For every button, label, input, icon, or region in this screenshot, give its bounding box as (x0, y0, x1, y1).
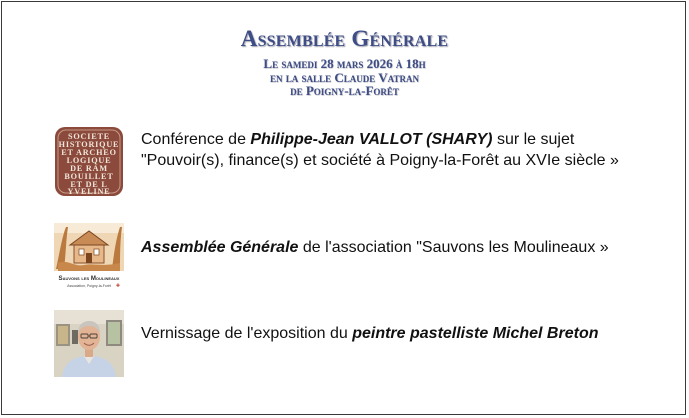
portrait-photo-icon (54, 310, 124, 377)
event-venue: en la salle Claude Vatran (270, 70, 419, 85)
item-emphasis: Assemblée Générale (141, 239, 299, 256)
item-emphasis: peintre pastelliste Michel Breton (352, 325, 599, 342)
logo-line: DE RAM (70, 164, 108, 173)
logo-line: ET ARCHEO (61, 148, 117, 157)
page-title: Assemblée Générale (240, 26, 449, 51)
logo-line: SOCIETE (67, 132, 111, 141)
logo-subcaption: Association, Poigny-la-Forêt (67, 284, 111, 288)
logo-line: LOGIQUE (66, 156, 112, 165)
item-lead: Conférence de (141, 131, 251, 148)
logo-line: HISTORIQUE (58, 140, 120, 149)
item-conference-text (141, 129, 641, 171)
association-logo-icon (54, 223, 124, 291)
item-exhibition-text (141, 323, 641, 344)
item-rest: de l'association "Sauvons les Moulineaux » (298, 239, 609, 256)
item-assembly-text (141, 237, 641, 258)
item-rest: sur le sujet "Pouvoir(s), finance(s) et société à Poigny-la-Forêt au XVIe siècle » (141, 131, 619, 169)
event-town: de Poigny-la-Forêt (290, 83, 399, 98)
society-logo-icon (54, 126, 124, 197)
item-emphasis: Philippe-Jean VALLOT (SHARY) (250, 131, 493, 148)
logo-line: ET DE L (70, 180, 108, 189)
event-date: Le samedi 28 mars 2026 à 18h (263, 56, 426, 71)
logo-caption: Sauvons les Moulineaux (58, 275, 120, 282)
logo-line: YVELINE (67, 187, 111, 196)
svg-text:✚: ✚ (115, 283, 121, 289)
logo-line: BOUILLET (64, 172, 114, 181)
item-lead: Vernissage de l'exposition du (141, 325, 353, 342)
